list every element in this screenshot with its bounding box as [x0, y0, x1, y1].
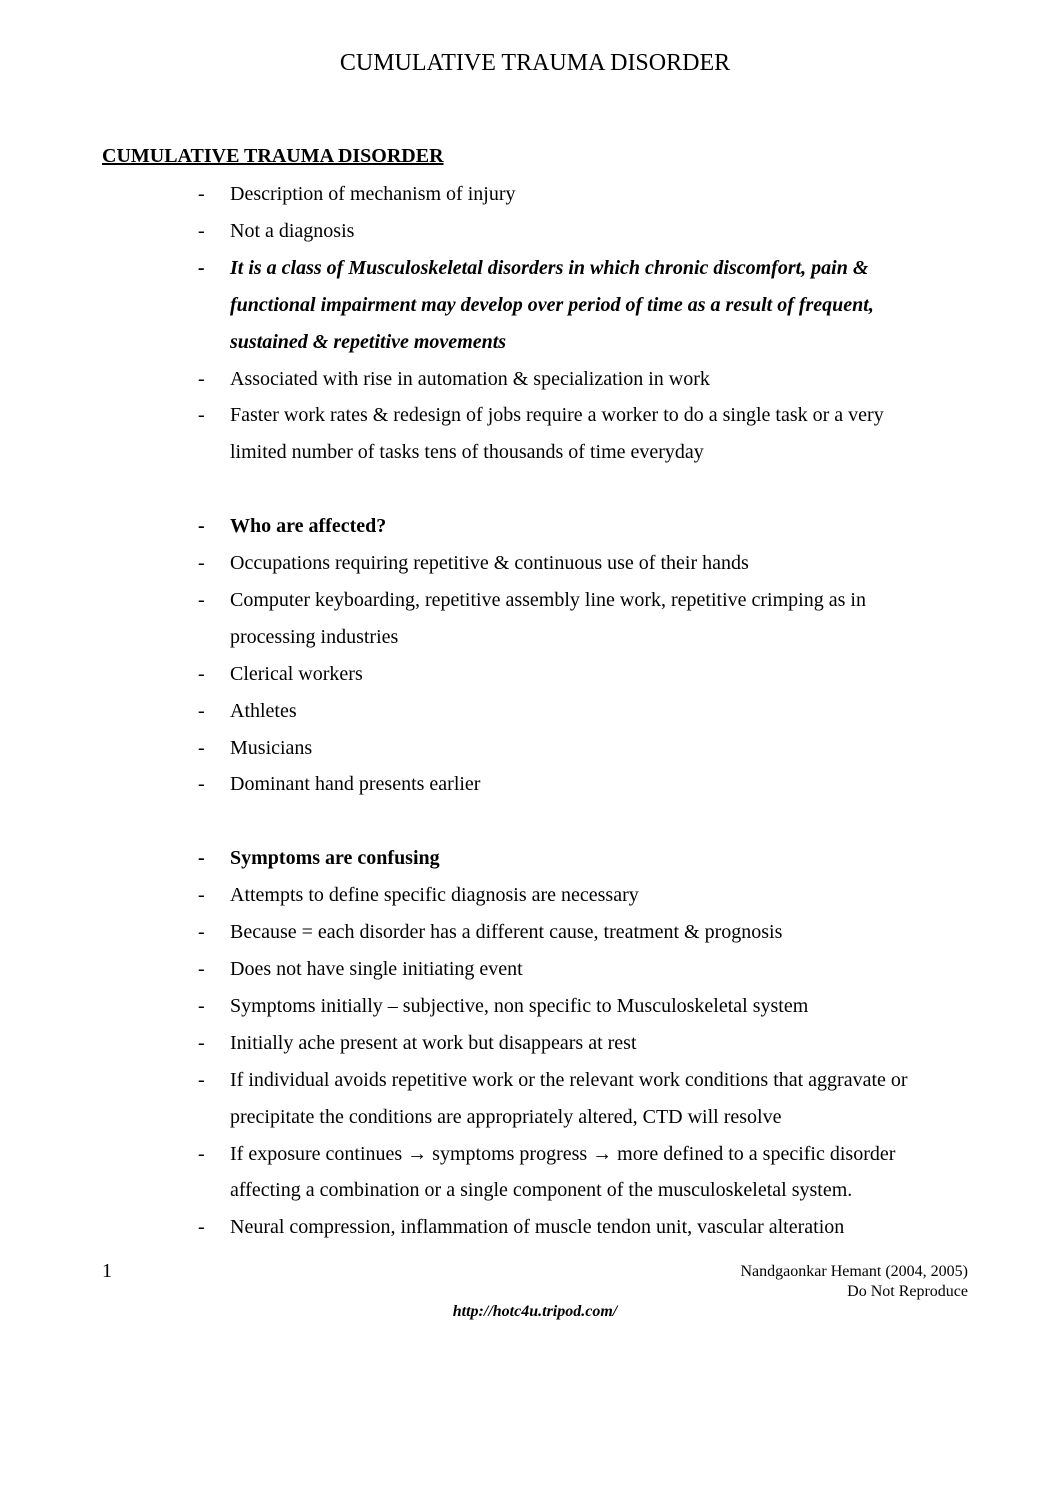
bullet-dash: - — [198, 921, 205, 944]
notice-line: Do Not Reproduce — [847, 1283, 968, 1300]
list-item — [0, 988, 1059, 1025]
list-item-text: Clerical workers — [230, 662, 363, 685]
list-item-text: affecting a combination or a single component of the musculoskeletal system. — [230, 1179, 853, 1202]
list-spacer — [0, 803, 1059, 840]
bullet-dash: - — [198, 219, 205, 242]
list-item-text: Neural compression, inflammation of muscle tendon unit, vascular alteration — [230, 1216, 845, 1239]
list-item-text: If exposure continues → symptoms progress → more defined to a specific disorder — [230, 1142, 896, 1165]
bullet-dash: - — [198, 588, 205, 611]
list-item — [0, 361, 1059, 398]
bullet-dash: - — [198, 404, 205, 427]
list-item-text: Dominant hand presents earlier — [230, 773, 481, 796]
list-item — [0, 840, 1059, 877]
author-line: Nandgaonkar Hemant (2004, 2005) — [740, 1263, 968, 1280]
bullet-dash: - — [198, 994, 205, 1017]
bullet-dash: - — [198, 1216, 205, 1239]
list-item-text: Description of mechanism of injury — [230, 183, 516, 205]
list-item — [0, 582, 1059, 656]
bullet-dash: - — [198, 699, 205, 722]
list-item-text: functional impairment may develop over period of time as a result of frequent, — [230, 293, 874, 316]
bullet-dash: - — [198, 1142, 205, 1165]
page-number: 1 — [102, 1260, 112, 1282]
bullet-dash: - — [198, 1068, 205, 1091]
list-item — [0, 397, 1059, 471]
list-item — [0, 213, 1059, 250]
list-item-text: Symptoms are confusing — [230, 847, 440, 870]
bullet-dash: - — [198, 847, 205, 870]
bullet-dash: - — [198, 958, 205, 980]
list-item — [0, 951, 1059, 988]
bullet-dash: - — [198, 1031, 205, 1054]
list-item-text: Associated with rise in automation & specialization in work — [230, 367, 710, 390]
list-item — [0, 545, 1059, 582]
list-item — [0, 693, 1059, 730]
list-spacer — [0, 471, 1059, 508]
list-item-text: Who are affected? — [230, 515, 387, 538]
list-item — [0, 1025, 1059, 1062]
list-item-text: Because = each disorder has a different cause, treatment & prognosis — [230, 921, 783, 944]
bullet-dash: - — [198, 662, 205, 685]
list-item-text: Initially ache present at work but disappears at rest — [230, 1031, 637, 1054]
bullet-list — [0, 176, 1059, 1246]
list-item — [0, 250, 1059, 361]
list-item-text: Faster work rates & redesign of jobs require a worker to do a single task or a very — [230, 404, 884, 427]
list-item — [0, 1209, 1059, 1246]
bullet-dash: - — [198, 773, 205, 796]
list-item-text: It is a class of Musculoskeletal disorders in which chronic discomfort, pain & — [230, 256, 869, 279]
list-item — [0, 730, 1059, 767]
list-item-text: If individual avoids repetitive work or the relevant work conditions that aggravate or — [230, 1068, 908, 1091]
list-item — [0, 877, 1059, 914]
list-item-text: Occupations requiring repetitive & continuous use of their hands — [230, 552, 749, 575]
bullet-dash: - — [198, 183, 205, 205]
footer-url[interactable]: http://hotc4u.tripod.com/ — [452, 1303, 618, 1320]
section-heading: CUMULATIVE TRAUMA DISORDER — [102, 145, 444, 167]
list-item — [0, 176, 1059, 213]
list-item-text: sustained & repetitive movements — [230, 330, 507, 353]
list-item-text: Not a diagnosis — [230, 219, 355, 242]
list-item — [0, 914, 1059, 951]
list-item-text: Musicians — [230, 736, 313, 759]
bullet-dash: - — [198, 552, 205, 575]
list-item — [0, 1062, 1059, 1136]
list-item-text: Athletes — [230, 699, 297, 722]
footer-credit — [741, 1262, 969, 1302]
list-item — [0, 766, 1059, 803]
list-item-text: Attempts to define specific diagnosis are necessary — [230, 884, 639, 907]
bullet-dash: - — [198, 736, 205, 759]
document-title: CUMULATIVE TRAUMA DISORDER — [339, 50, 731, 76]
list-item-text: limited number of tasks tens of thousands of time everyday — [230, 441, 704, 464]
list-item-text: precipitate the conditions are appropriately altered, CTD will resolve — [230, 1105, 782, 1128]
list-item-text: Computer keyboarding, repetitive assembly line work, repetitive crimping as in — [230, 588, 866, 611]
list-item — [0, 1136, 1059, 1210]
list-item-text: processing industries — [230, 625, 399, 648]
list-item-text: Does not have single initiating event — [230, 958, 523, 980]
list-item-text: Symptoms initially – subjective, non specific to Musculoskeletal system — [230, 994, 809, 1017]
bullet-dash: - — [198, 256, 205, 279]
bullet-dash: - — [198, 884, 205, 907]
list-item — [0, 508, 1059, 545]
bullet-dash: - — [198, 515, 205, 538]
list-item — [0, 656, 1059, 693]
bullet-dash: - — [198, 367, 205, 390]
